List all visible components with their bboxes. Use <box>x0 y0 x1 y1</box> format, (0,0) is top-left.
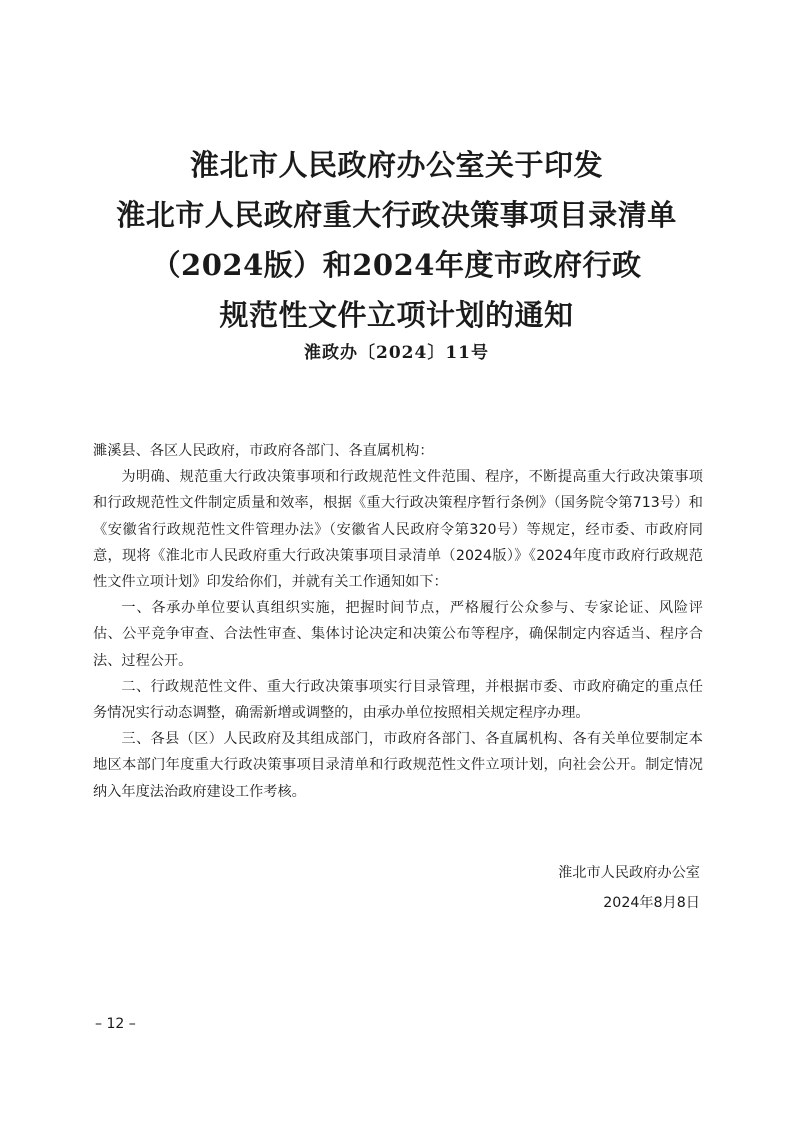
paragraph-item-2: 二、行政规范性文件、重大行政决策事项实行目录管理，并根据市委、市政府确定的重点任务情况实行动态调整，确需新增或调整的，由承办单位按照相关规定程序办理。 <box>93 678 703 722</box>
document-body <box>93 438 703 805</box>
signature-block <box>558 858 700 918</box>
document-number: 淮政办〔2024〕11号 <box>304 343 489 363</box>
title-line-2: 淮北市人民政府重大行政决策事项目录清单 <box>116 198 677 232</box>
issuer-name: 淮北市人民政府办公室 <box>558 865 700 881</box>
paragraph-intro: 为明确、规范重大行政决策事项和行政规范性文件范围、程序，不断提高重大行政决策事项和行政规范性文件制定质量和效率，根据《重大行政决策程序暂行条例》（国务院令第713号）和《安徽省行政规范性文件管理办法》（安徽省人民政府令第320号）等规定，经市委、市政府同意，现将《淮北市人民政府重大行政决策事项目录清单（2024版）》《2024年度市政府行政规范性文件立项计划》印发给你们，并就有关工作通知如下： <box>93 469 703 591</box>
document-title <box>60 140 733 340</box>
title-line-4: 规范性文件立项计划的通知 <box>219 298 574 332</box>
paragraph-item-1: 一、各承办单位要认真组织实施，把握时间节点，严格履行公众参与、专家论证、风险评估、公平竞争审查、合法性审查、集体讨论决定和决策公布等程序，确保制定内容适当、程序合法、过程公开。 <box>93 600 703 669</box>
title-line-1: 淮北市人民政府办公室关于印发 <box>189 148 603 182</box>
issue-date: 2024年8月8日 <box>603 895 700 911</box>
title-line-3: （2024版）和2024年度市政府行政 <box>151 248 642 282</box>
paragraph-item-3: 三、各县（区）人民政府及其组成部门，市政府各部门、各直属机构、各有关单位要制定本地区本部门年度重大行政决策事项目录清单和行政规范性文件立项计划，向社会公开。制定情况纳入年度法治政府建设工作考核。 <box>93 731 703 800</box>
salutation: 濉溪县、各区人民政府，市政府各部门、各直属机构： <box>93 443 434 459</box>
page-number: – 12 – <box>95 1016 136 1032</box>
